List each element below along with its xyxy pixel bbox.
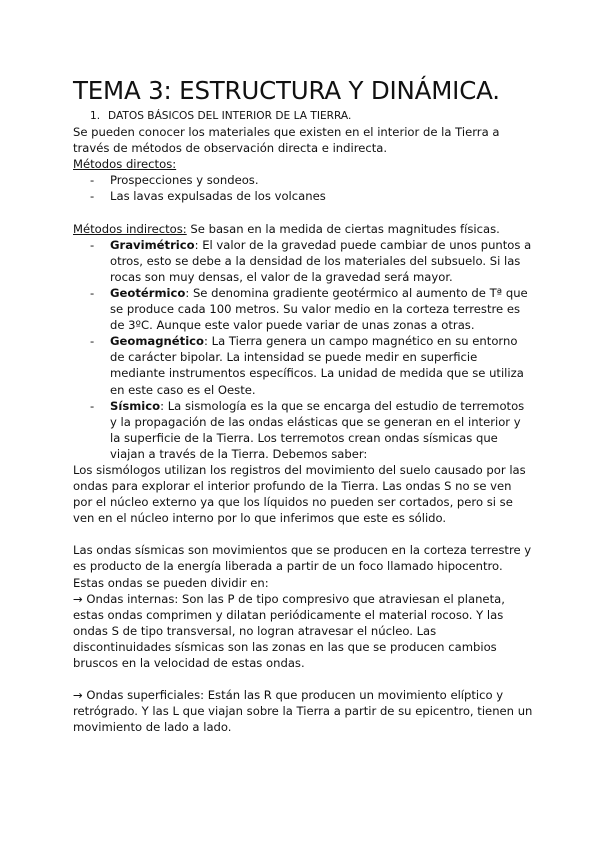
document-body [73,108,533,735]
list-item-geomagnetic: - Geomagnético: La Tierra genera un campo magnético en su entorno de carácter bipolar. La intensidad se puede medir en superficie mediante instrumentos específicos. La unidad de medida que se utiliza en este caso es el Oeste. [90,334,524,397]
list-item: - Las lavas expulsadas de los volcanes [90,189,326,204]
indirect-methods-heading: Métodos indirectos: [73,221,187,236]
list-item: - Prospecciones y sondeos. [90,173,259,188]
section-label: DATOS BÁSICOS DEL INTERIOR DE LA TIERRA. [108,110,352,122]
list-item-gravimetric: - Gravimétrico: El valor de la gravedad puede cambiar de unos puntos a otros, esto se debe a la densidad de los materiales del subsuelo. Si las rocas son muy densas, el valor de la gravedad será mayor. [90,237,532,284]
list-item-geothermal: - Geotérmico: Se denomina gradiente geotérmico al aumento de Tª que se produce cada 100 metros. Su valor medio en la corteza terrestre es de 3ºC. Aunque este valor puede variar de unas zonas a otras. [90,285,528,333]
direct-methods-heading: Métodos directos: [73,157,177,172]
page-title: TEMA 3: ESTRUCTURA Y DINÁMICA. [73,76,500,105]
surface-waves-paragraph: → Ondas superficiales: Están las R que producen un movimiento elíptico y retrógrado. Y las L que viajan sobre la Tierra a partir de su epicentro, tienen un movimiento de lado a lado. [73,688,533,735]
indirect-methods-intro: Se basan en la medida de ciertas magnitudes físicas. [186,221,500,236]
intro-paragraph: Se pueden conocer los materiales que existen en el interior de la Tierra a través de métodos de observación directa e indirecta. [73,125,500,156]
indirect-methods-list [73,237,533,462]
direct-methods-list [73,172,533,204]
section-number: 1. [90,110,101,122]
seismic-waves-paragraph: Las ondas sísmicas son movimientos que se producen en la corteza terrestre y es producto de la energía liberada a partir de un foco llamado hipocentro. Estas ondas se pueden dividir en: [73,543,532,590]
seismologists-paragraph: Los sismólogos utilizan los registros del movimiento del suelo causado por las ondas para explorar el interior profundo de la Tierra. Las ondas S no se ven por el núcleo externo ya que los líquidos no pueden ser cortados, pero si se ven en el núcleo interno por lo que inferimos que este es sólido. [73,462,526,526]
list-item-seismic: - Sísmico: La sismología es la que se encarga del estudio de terremotos y la propagación de las ondas elásticas que se generan en el interior y la superficie de la Tierra. Los terremotos crean ondas sísmicas que viajan a través de la Tierra. Debemos saber: [90,398,525,461]
section-heading [90,108,533,124]
internal-waves-paragraph: → Ondas internas: Son las P de tipo compresivo que atraviesan el planeta, estas ondas comprimen y dilatan periódicamente el material rocoso. Y las ondas S de tipo transversal, no logran atravesar el núcleo. Las discontinuidades sísmicas son las zonas en las que se producen cambios bruscos en la velocidad de estas ondas. [73,591,505,670]
indirect-methods-line [73,221,533,237]
